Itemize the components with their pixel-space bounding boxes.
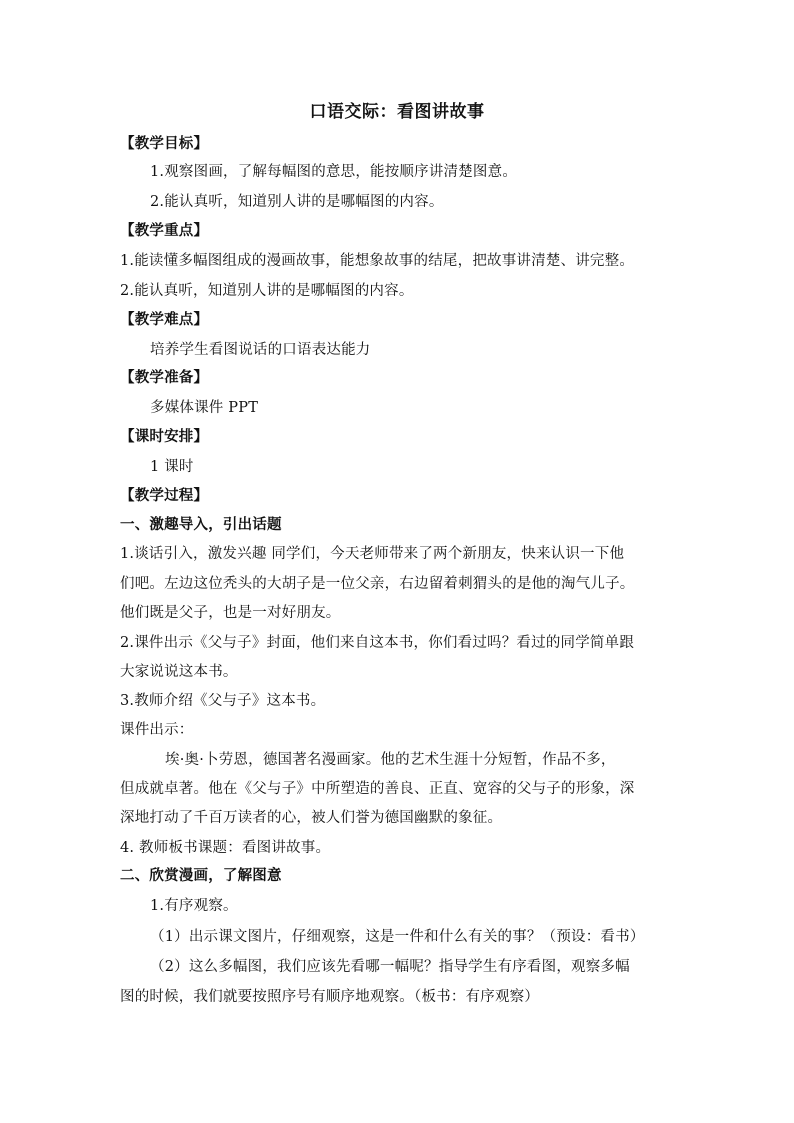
preparation-text: 多媒体课件 PPT <box>150 400 259 416</box>
section1-p2-line1: 2.课件出示《父与子》封面，他们来自这本书，你们看过吗？看过的同学简单跟 <box>120 635 635 651</box>
section2-heading: 二、欣赏漫画，了解图意 <box>120 867 282 884</box>
page-title: 口语交际：看图讲故事 <box>309 102 485 122</box>
section1-p4: 课件出示： <box>120 722 194 738</box>
section1-p1-line1: 1.谈话引入，激发兴趣 同学们，今天老师带来了两个新朋友，快来认识一下他 <box>120 546 625 562</box>
schedule-text: 1 课时 <box>150 459 194 475</box>
section1-p1-line2: 们吧。左边这位秃头的大胡子是一位父亲，右边留着刺猬头的是他的淘气儿子。 <box>120 576 635 592</box>
quote-line3: 深地打动了千百万读者的心，被人们誉为德国幽默的象征。 <box>120 810 503 826</box>
quote-line2: 但成就卓著。他在《父与子》中所塑造的善良、正直、宽容的父与子的形象，深 <box>120 781 635 797</box>
section2-p1: 1.有序观察。 <box>150 898 238 914</box>
process-heading: 【教学过程】 <box>120 487 209 504</box>
key-point-item-1: 1.能读懂多幅图组成的漫画故事，能想象故事的结尾，把故事讲清楚、讲完整。 <box>120 253 635 269</box>
difficulty-text: 培养学生看图说话的口语表达能力 <box>150 342 371 358</box>
section1-heading: 一、激趣导入，引出话题 <box>120 516 282 533</box>
section2-p3-line1: （2）这么多幅图，我们应该先看哪一幅呢？指导学生有序看图，观察多幅 <box>150 959 630 975</box>
section1-p2-line2: 大家说说这本书。 <box>120 664 238 680</box>
objective-item-1: 1.观察图画，了解每幅图的意思，能按顺序讲清楚图意。 <box>150 164 518 180</box>
difficulty-heading: 【教学难点】 <box>120 311 209 328</box>
key-point-item-2: 2.能认真听，知道别人讲的是哪幅图的内容。 <box>120 283 414 299</box>
key-points-heading: 【教学重点】 <box>120 222 209 239</box>
section2-p3-line2: 图的时候，我们就要按照序号有顺序地观察。（板书：有序观察） <box>120 989 540 1005</box>
schedule-heading: 【课时安排】 <box>120 428 209 445</box>
objective-item-2: 2.能认真听，知道别人讲的是哪幅图的内容。 <box>150 194 444 210</box>
section1-p1-line3: 他们既是父子，也是一对好朋友。 <box>120 605 341 621</box>
section1-p3: 3.教师介绍《父与子》这本书。 <box>120 693 326 709</box>
quote-line1: 埃·奥·卜劳恩，德国著名漫画家。他的艺术生涯十分短暂，作品不多， <box>165 752 616 768</box>
section1-p5: 4. 教师板书课题：看图讲故事。 <box>120 840 331 856</box>
section2-p2: （1）出示课文图片，仔细观察，这是一件和什么有关的事？（预设：看书） <box>150 929 645 945</box>
preparation-heading: 【教学准备】 <box>120 369 209 386</box>
objectives-heading: 【教学目标】 <box>120 135 209 152</box>
